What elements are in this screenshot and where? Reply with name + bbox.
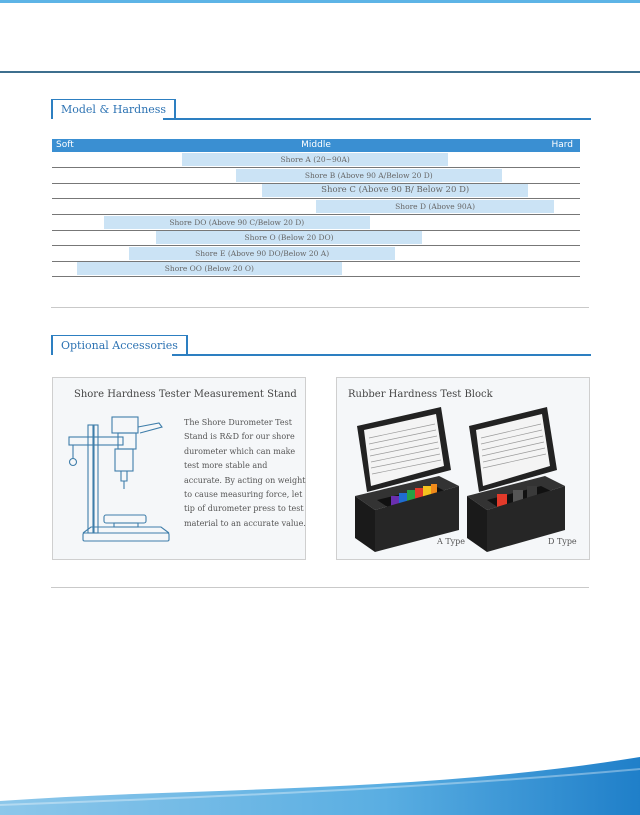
heading-underline xyxy=(172,354,591,356)
shore-oo-bar: Shore OO (Below 20 O) xyxy=(77,262,342,275)
measurement-stand-illustration xyxy=(63,415,175,550)
model-hardness-heading xyxy=(51,99,591,121)
scale-row xyxy=(52,246,580,262)
heading-underline xyxy=(163,118,591,120)
scale-row xyxy=(52,152,580,168)
test-block-card xyxy=(336,377,590,560)
shore-c-bar: Shore C (Above 90 B/ Below 20 D) xyxy=(262,184,528,197)
accessories-title: Optional Accessories xyxy=(51,335,188,355)
a-type-label: A Type xyxy=(437,537,466,546)
hardness-scale-header xyxy=(52,139,580,152)
scale-row xyxy=(52,183,580,199)
d-type-label: D Type xyxy=(548,537,577,546)
section-divider xyxy=(51,307,589,308)
shore-o-bar: Shore O (Below 20 DO) xyxy=(156,231,422,244)
stand-title: Shore Hardness Tester Measurement Stand xyxy=(74,389,297,400)
scale-row xyxy=(52,199,580,215)
model-hardness-title: Model & Hardness xyxy=(51,99,176,119)
stand-card xyxy=(52,377,306,560)
scale-middle-label: Middle xyxy=(301,140,331,150)
top-accent-strip xyxy=(0,0,640,3)
shore-a-bar: Shore A (20~90A) xyxy=(182,153,448,166)
accessories-heading xyxy=(51,335,591,357)
scale-hard-label: Hard xyxy=(551,140,573,150)
header-rule xyxy=(0,71,640,73)
scale-row xyxy=(52,230,580,246)
shore-b-bar: Shore B (Above 90 A/Below 20 D) xyxy=(236,169,502,182)
scale-row xyxy=(52,168,580,184)
stand-description: The Shore Durometer Test Stand is R&D for our shore durometer which can make test more stable and accurate. By acting on weight to cause measuring force, let tip of durometer press to test material to an accurate value. xyxy=(184,418,306,528)
shore-e-bar: Shore E (Above 90 DO/Below 20 A) xyxy=(129,247,395,260)
bottom-wave-decoration xyxy=(0,757,640,815)
scale-soft-label: Soft xyxy=(56,140,74,150)
shore-d-bar: Shore D (Above 90A) xyxy=(316,200,554,213)
scale-row xyxy=(52,261,580,277)
test-block-kits-illustration xyxy=(347,402,579,552)
test-block-title: Rubber Hardness Test Block xyxy=(348,389,493,400)
shore-do-bar: Shore DO (Above 90 C/Below 20 D) xyxy=(104,216,370,229)
scale-row xyxy=(52,215,580,231)
section-divider xyxy=(51,587,589,588)
